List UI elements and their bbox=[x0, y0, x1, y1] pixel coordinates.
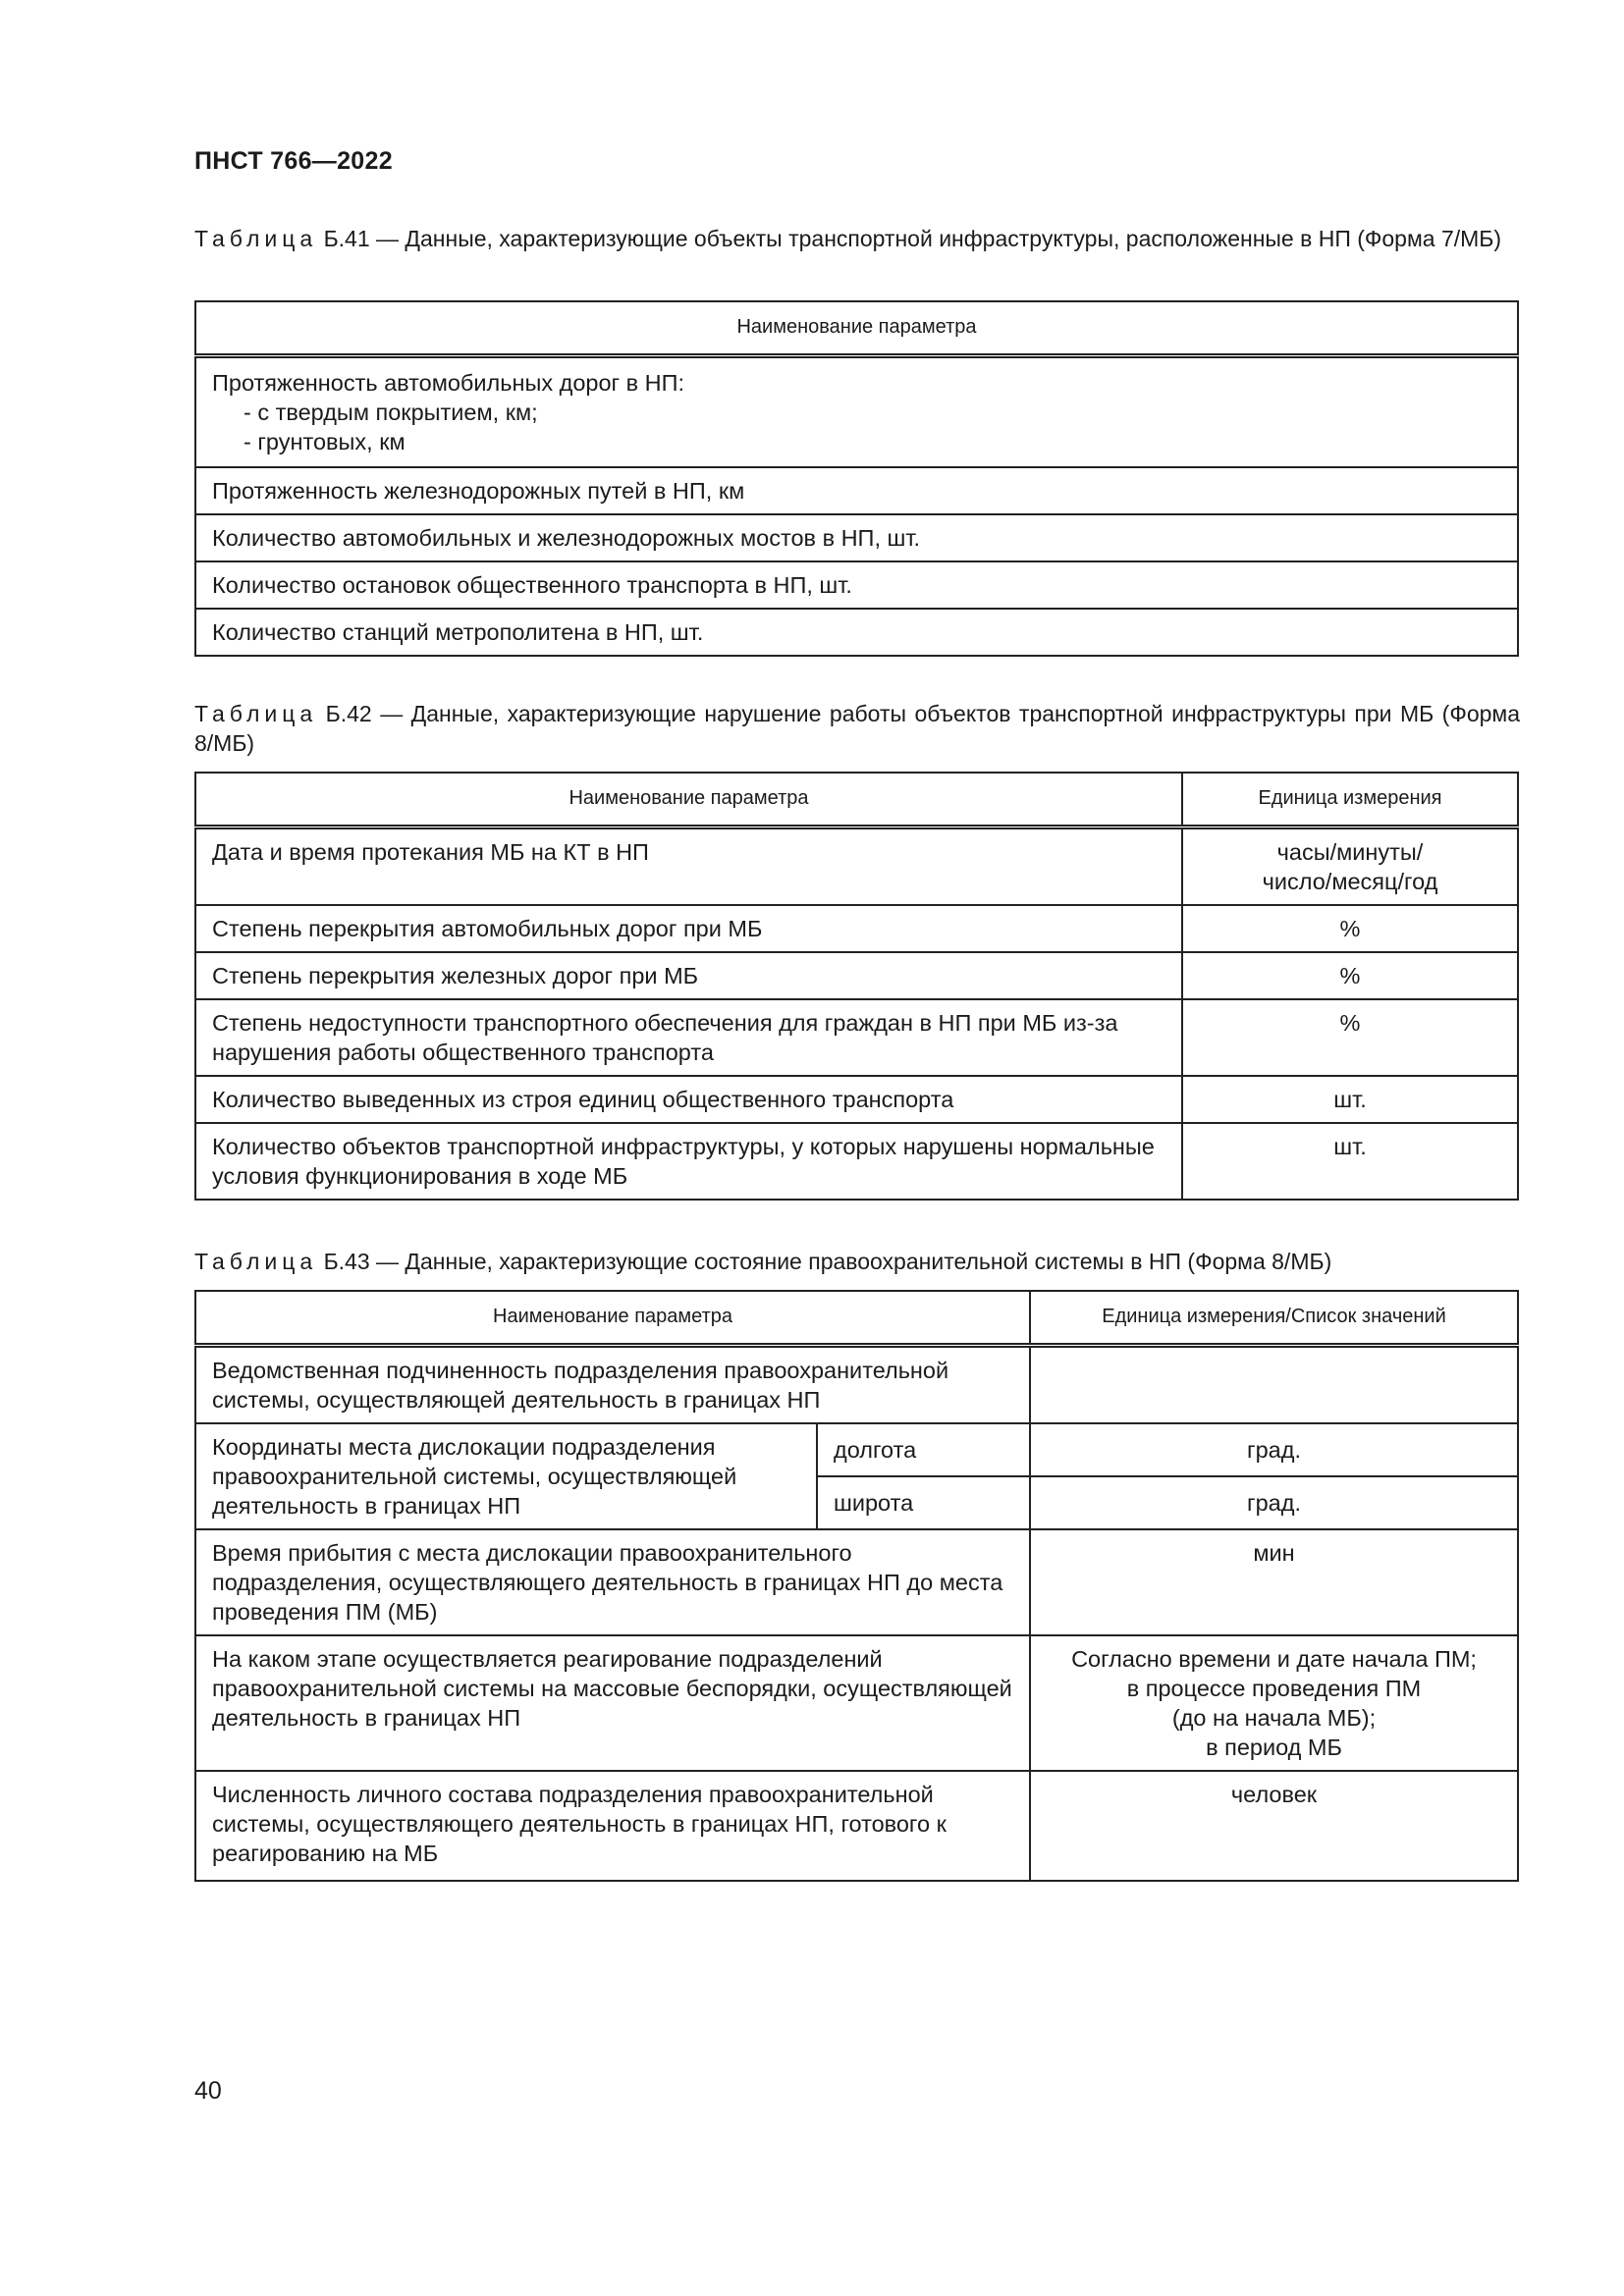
table-b43-row-unit: мин bbox=[1030, 1529, 1518, 1635]
table-b42-row-param: Дата и время протекания МБ на КТ в НП bbox=[195, 828, 1182, 906]
coordinate-label-longitude: долгота bbox=[817, 1423, 1030, 1476]
table-b42-row-param: Степень перекрытия железных дорог при МБ bbox=[195, 952, 1182, 999]
table-b42-row-param: Количество объектов транспортной инфраструктуры, у которых нарушены нормальные условия функционирования в ходе МБ bbox=[195, 1123, 1182, 1200]
document-code: ПНСТ 766—2022 bbox=[194, 147, 393, 175]
list-item: - с твердым покрытием, км; bbox=[244, 400, 538, 425]
table-row bbox=[195, 905, 1518, 952]
table-b42-row-unit: % bbox=[1182, 999, 1518, 1076]
table-b41-row-param: Количество остановок общественного транспорта в НП, шт. bbox=[195, 561, 1518, 609]
coordinate-unit-latitude: град. bbox=[1030, 1476, 1518, 1529]
page-number: 40 bbox=[194, 2077, 222, 2105]
table-b42-header-unit: Единица измерения bbox=[1182, 773, 1518, 828]
table-row bbox=[195, 999, 1518, 1076]
unit-line: (до на начала МБ); bbox=[1171, 1705, 1377, 1731]
table-row bbox=[195, 952, 1518, 999]
table-b41-row-param: Количество станций метрополитена в НП, шт. bbox=[195, 609, 1518, 656]
table-row bbox=[195, 1346, 1518, 1424]
table-b42-row-param: Количество выведенных из строя единиц общественного транспорта bbox=[195, 1076, 1182, 1123]
table-row bbox=[195, 467, 1518, 514]
unit-line: Согласно времени и дате начала ПМ; bbox=[1071, 1646, 1477, 1672]
table-b41-row-param: Протяженность железнодорожных путей в НП, км bbox=[195, 467, 1518, 514]
table-b42-caption-text: Б.42 — Данные, характеризующие нарушение работы объектов транспортной инфраструктуры при МБ (Форма 8/МБ) bbox=[194, 701, 1520, 756]
table-b41-caption-label: Таблица bbox=[194, 226, 318, 251]
table-b42-row-param: Степень перекрытия автомобильных дорог при МБ bbox=[195, 905, 1182, 952]
table-b43-caption-label: Таблица bbox=[194, 1249, 318, 1274]
unit-line: в процессе проведения ПМ bbox=[1126, 1676, 1422, 1701]
table-b41-header-param: Наименование параметра bbox=[195, 301, 1518, 356]
table-row bbox=[195, 356, 1518, 468]
table-b43-row-unit bbox=[1030, 1635, 1518, 1771]
table-row bbox=[195, 1529, 1518, 1635]
unit-line: в период МБ bbox=[1206, 1735, 1342, 1760]
table-b41-row-param: Количество автомобильных и железнодорожных мостов в НП, шт. bbox=[195, 514, 1518, 561]
table-b42-row-param: Степень недоступности транспортного обеспечения для граждан в НП при МБ из-за нарушения работы общественного транспорта bbox=[195, 999, 1182, 1076]
table-b41-caption bbox=[194, 224, 1520, 253]
table-b42-header-param: Наименование параметра bbox=[195, 773, 1182, 828]
table-b43-row-unit bbox=[1030, 1346, 1518, 1424]
table-b43-header-unit: Единица измерения/Список значений bbox=[1030, 1291, 1518, 1346]
table-row bbox=[195, 1635, 1518, 1771]
unit-line: число/месяц/год bbox=[1262, 869, 1438, 894]
table-b42 bbox=[194, 772, 1519, 1201]
table-row bbox=[195, 1771, 1518, 1881]
table-b42-caption-label: Таблица bbox=[194, 701, 318, 726]
table-b43-row-param: Численность личного состава подразделения правоохранительной системы, осуществляющего деятельность в границах НП, готового к реагированию на МБ bbox=[195, 1771, 1030, 1881]
table-b43 bbox=[194, 1290, 1519, 1882]
table-b42-caption bbox=[194, 699, 1520, 758]
table-b43-row-param: Координаты места дислокации подразделения правоохранительной системы, осуществляющей деятельность в границах НП bbox=[195, 1423, 817, 1529]
table-b43-row-param: Время прибытия с места дислокации правоохранительного подразделения, осуществляющего деятельность в границах НП до места проведения ПМ (МБ) bbox=[195, 1529, 1030, 1635]
table-b42-row-unit: % bbox=[1182, 952, 1518, 999]
table-b41-row-param: Протяженность автомобильных дорог в НП: bbox=[212, 370, 685, 396]
table-b43-caption bbox=[194, 1247, 1520, 1276]
list-item: - грунтовых, км bbox=[244, 429, 406, 454]
table-b42-row-unit: шт. bbox=[1182, 1076, 1518, 1123]
table-b43-row-unit: человек bbox=[1030, 1771, 1518, 1881]
table-b41 bbox=[194, 300, 1519, 657]
table-b43-caption-text: Б.43 — Данные, характеризующие состояние правоохранительной системы в НП (Форма 8/МБ) bbox=[317, 1249, 1332, 1274]
table-row bbox=[195, 1423, 1518, 1476]
table-row bbox=[195, 1076, 1518, 1123]
table-row bbox=[195, 1123, 1518, 1200]
table-row bbox=[195, 828, 1518, 906]
table-row bbox=[195, 561, 1518, 609]
table-b42-row-unit bbox=[1182, 828, 1518, 906]
table-b43-row-param: На каком этапе осуществляется реагирование подразделений правоохранительной системы на массовые беспорядки, осуществляющей деятельность в границах НП bbox=[195, 1635, 1030, 1771]
coordinate-label-latitude: широта bbox=[817, 1476, 1030, 1529]
table-b43-row-param: Ведомственная подчиненность подразделения правоохранительной системы, осуществляющей деятельность в границах НП bbox=[195, 1346, 1030, 1424]
table-b42-row-unit: шт. bbox=[1182, 1123, 1518, 1200]
unit-line: часы/минуты/ bbox=[1276, 839, 1424, 865]
coordinate-unit-longitude: град. bbox=[1030, 1423, 1518, 1476]
table-b43-header-param: Наименование параметра bbox=[195, 1291, 1030, 1346]
table-b41-caption-text: Б.41 — Данные, характеризующие объекты транспортной инфраструктуры, расположенные в НП (Форма 7/МБ) bbox=[317, 226, 1502, 251]
table-row bbox=[195, 514, 1518, 561]
table-row bbox=[195, 609, 1518, 656]
table-b42-row-unit: % bbox=[1182, 905, 1518, 952]
